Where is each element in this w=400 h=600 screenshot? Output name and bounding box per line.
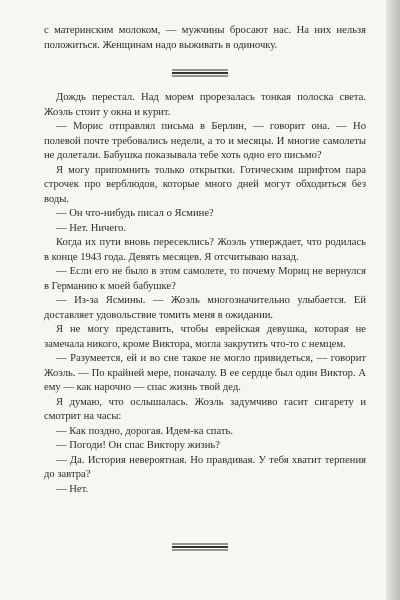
main-text [44,91,366,497]
paragraph: Когда их пути вновь пересеклись? Жоэль утверждает, что родилась в конце 1943 года. Девять месяцев. Я отсчитываю назад. [44,237,366,263]
paragraph: — Нет. Ничего. [56,222,127,234]
paragraph: — Разумеется, ей и во сне такое не могло привидеться, — говорит Жоэль. — По крайней мере, поначалу. В ее сердце был один Виктор. А ему — как нарочно — спас жизнь твой дед. [44,353,366,393]
paragraph: — Если его не было в этом самолете, то почему Мориц не вернулся в Германию к моей бабушке? [44,266,366,292]
section-divider-ornament [172,541,228,553]
paragraph: Я думаю, что ослышалась. Жоэль задумчиво гасит сигарету и смотрит на часы: [44,396,366,422]
paragraph: Дождь перестал. Над морем прорезалась тонкая полоска света. Жоэль стоит у окна и курит. [44,92,366,118]
paragraph: — Морис отправлял письма в Берлин, — говорит она. — Но полевой почте требовались недели, а то и месяцы. И многие самолеты не долетали. Бабушка показывала тебе хоть одно его письмо? [44,121,366,161]
section-divider-ornament [172,67,228,79]
paragraph: Я не могу представить, чтобы еврейская девушка, которая не замечала никого, кроме Виктора, могла закрутить что-то с немцем. [44,324,366,350]
page-edge-shadow [386,0,400,600]
paragraph: — Погоди! Он спас Виктору жизнь? [56,440,220,451]
paragraph: — Из-за Ясмины. — Жоэль многозначительно улыбается. Ей доставляет удовольствие томить меня в ожидании. [44,295,366,321]
paragraph: — Да. История невероятная. Но правдивая. У тебя хватит терпения до завтра? [44,454,366,480]
paragraph: Я могу припомнить только открытки. Готическим шрифтом пара строчек про верблюдов, которые много дней могут обходиться без воды. [44,164,366,205]
paragraph: — Как поздно, дорогая. Идем-ка спать. [56,425,233,437]
paragraph: с материнским молоком, — мужчины бросают нас. На них нельзя положиться. Женщинам надо выживать в одиночку. [44,25,366,51]
continuation-text [44,24,366,53]
paragraph: — Он что-нибудь писал о Ясмине? [56,208,214,219]
paragraph: — Нет. [56,483,89,495]
